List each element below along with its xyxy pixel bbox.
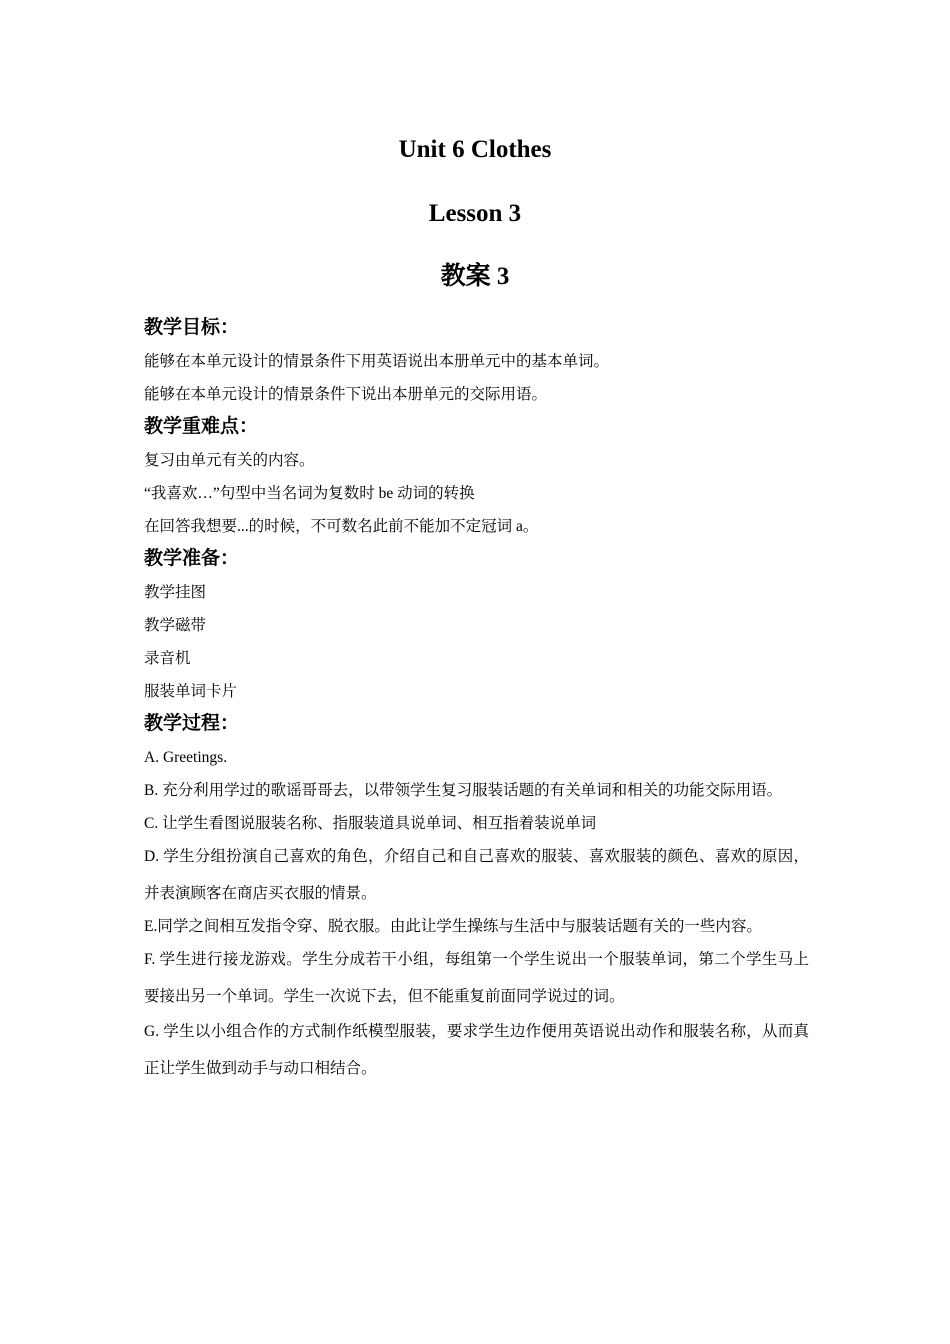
lesson-title: Lesson 3: [428, 200, 522, 227]
process-step: G. 学生以小组合作的方式制作纸模型服装，要求学生边作便用英语说出动作和服装名称，从而真正让学生做到动手与动口相结合。: [144, 1023, 809, 1077]
objective-item: 能够在本单元设计的情景条件下说出本册单元的交际用语。: [144, 386, 548, 403]
preparation-item: 教学磁带: [144, 617, 207, 634]
unit-title: Unit 6 Clothes: [398, 136, 552, 163]
process-step: E.同学之间相互发指令穿、脱衣服。由此让学生操练与生活中与服装话题有关的一些内容。: [144, 918, 762, 935]
key-point-item: 复习由单元有关的内容。: [144, 452, 315, 469]
objective-item: 能够在本单元设计的情景条件下用英语说出本册单元中的基本单词。: [144, 353, 610, 370]
preparation-heading: 教学准备：: [144, 547, 240, 569]
preparation-item: 教学挂图: [144, 584, 207, 601]
process-step: C. 让学生看图说服装名称、指服装道具说单词、相互指着装说单词: [144, 815, 597, 832]
objectives-heading: 教学目标：: [144, 316, 240, 338]
key-point-item: “我喜欢…”句型中当名词为复数时 be 动词的转换: [144, 485, 475, 502]
process-step: D. 学生分组扮演自己喜欢的角色，介绍自己和自己喜欢的服装、喜欢服装的颜色、喜欢的原因，并表演顾客在商店买衣服的情景。: [144, 848, 809, 902]
process-step: B. 充分利用学过的歌谣哥哥去，以带领学生复习服装话题的有关单词和相关的功能交际用语。: [144, 782, 783, 799]
process-step: F. 学生进行接龙游戏。学生分成若干小组，每组第一个学生说出一个服装单词，第二个学生马上要接出另一个单词。学生一次说下去，但不能重复前面同学说过的词。: [144, 951, 809, 1005]
process-heading: 教学过程：: [144, 712, 240, 734]
process-step: A. Greetings.: [144, 749, 228, 766]
lesson-plan-body: [144, 312, 809, 1085]
preparation-item: 服装单词卡片: [144, 683, 238, 700]
key-point-item: 在回答我想要...的时候，不可数名此前不能加不定冠词 a。: [144, 518, 539, 535]
preparation-item: 录音机: [144, 650, 191, 667]
plan-title: 教案 3: [440, 263, 510, 290]
key-points-heading: 教学重难点：: [144, 415, 259, 437]
